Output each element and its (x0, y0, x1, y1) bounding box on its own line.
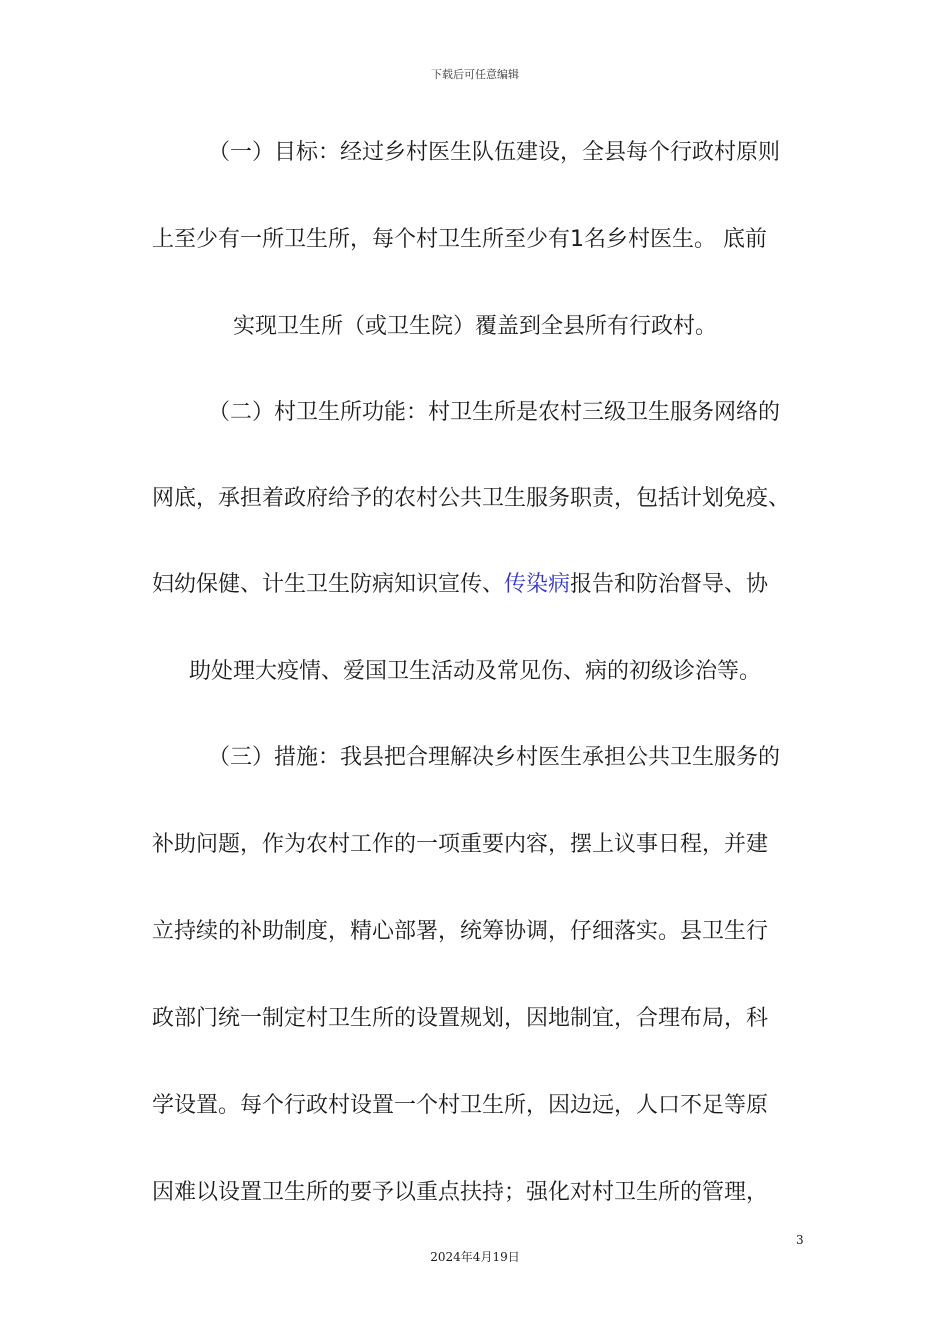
body-line: 因难以设置卫生所的要予以重点扶持；强化对村卫生所的管理， (152, 1180, 769, 1205)
body-line: 补助问题，作为农村工作的一项重要内容，摆上议事日程，并建 (152, 832, 769, 857)
footer-date: 2024年4月19日 (430, 1250, 520, 1264)
body-line: （三）措施：我县把合理解决乡村医生承担公共卫生服务的 (208, 745, 781, 770)
disease-link[interactable]: 传染病 (504, 572, 571, 597)
body-line-text: 报告和防治督导、协 (570, 572, 769, 597)
body-line: 上至少有一所卫生所，每个村卫生所至少有1名乡村医生。 底前 (152, 227, 767, 252)
header-note: 下载后可任意编辑 (431, 68, 519, 81)
body-line: （一）目标：经过乡村医生队伍建设，全县每个行政村原则 (208, 140, 781, 165)
body-line: 学设置。每个行政村设置一个村卫生所，因边远，人口不足等原 (152, 1093, 769, 1118)
body-line: 网底，承担着政府给予的农村公共卫生服务职责，包括计划免疫、 (152, 486, 791, 511)
body-line: 政部门统一制定村卫生所的设置规划，因地制宜，合理布局，科 (152, 1006, 769, 1031)
body-line: 立持续的补助制度，精心部署，统筹协调，仔细落实。县卫生行 (152, 919, 769, 944)
body-line-text: 妇幼保健、计生卫生防病知识宣传、 (152, 572, 505, 597)
body-line: 助处理大疫情、爱国卫生活动及常见伤、病的初级诊治等。 (188, 659, 761, 684)
body-line: （二）村卫生所功能：村卫生所是农村三级卫生服务网络的 (208, 400, 781, 425)
body-line: 实现卫生所（或卫生院）覆盖到全县所有行政村。 (232, 314, 717, 339)
body-line (152, 570, 768, 600)
page-number: 3 (796, 1233, 804, 1247)
